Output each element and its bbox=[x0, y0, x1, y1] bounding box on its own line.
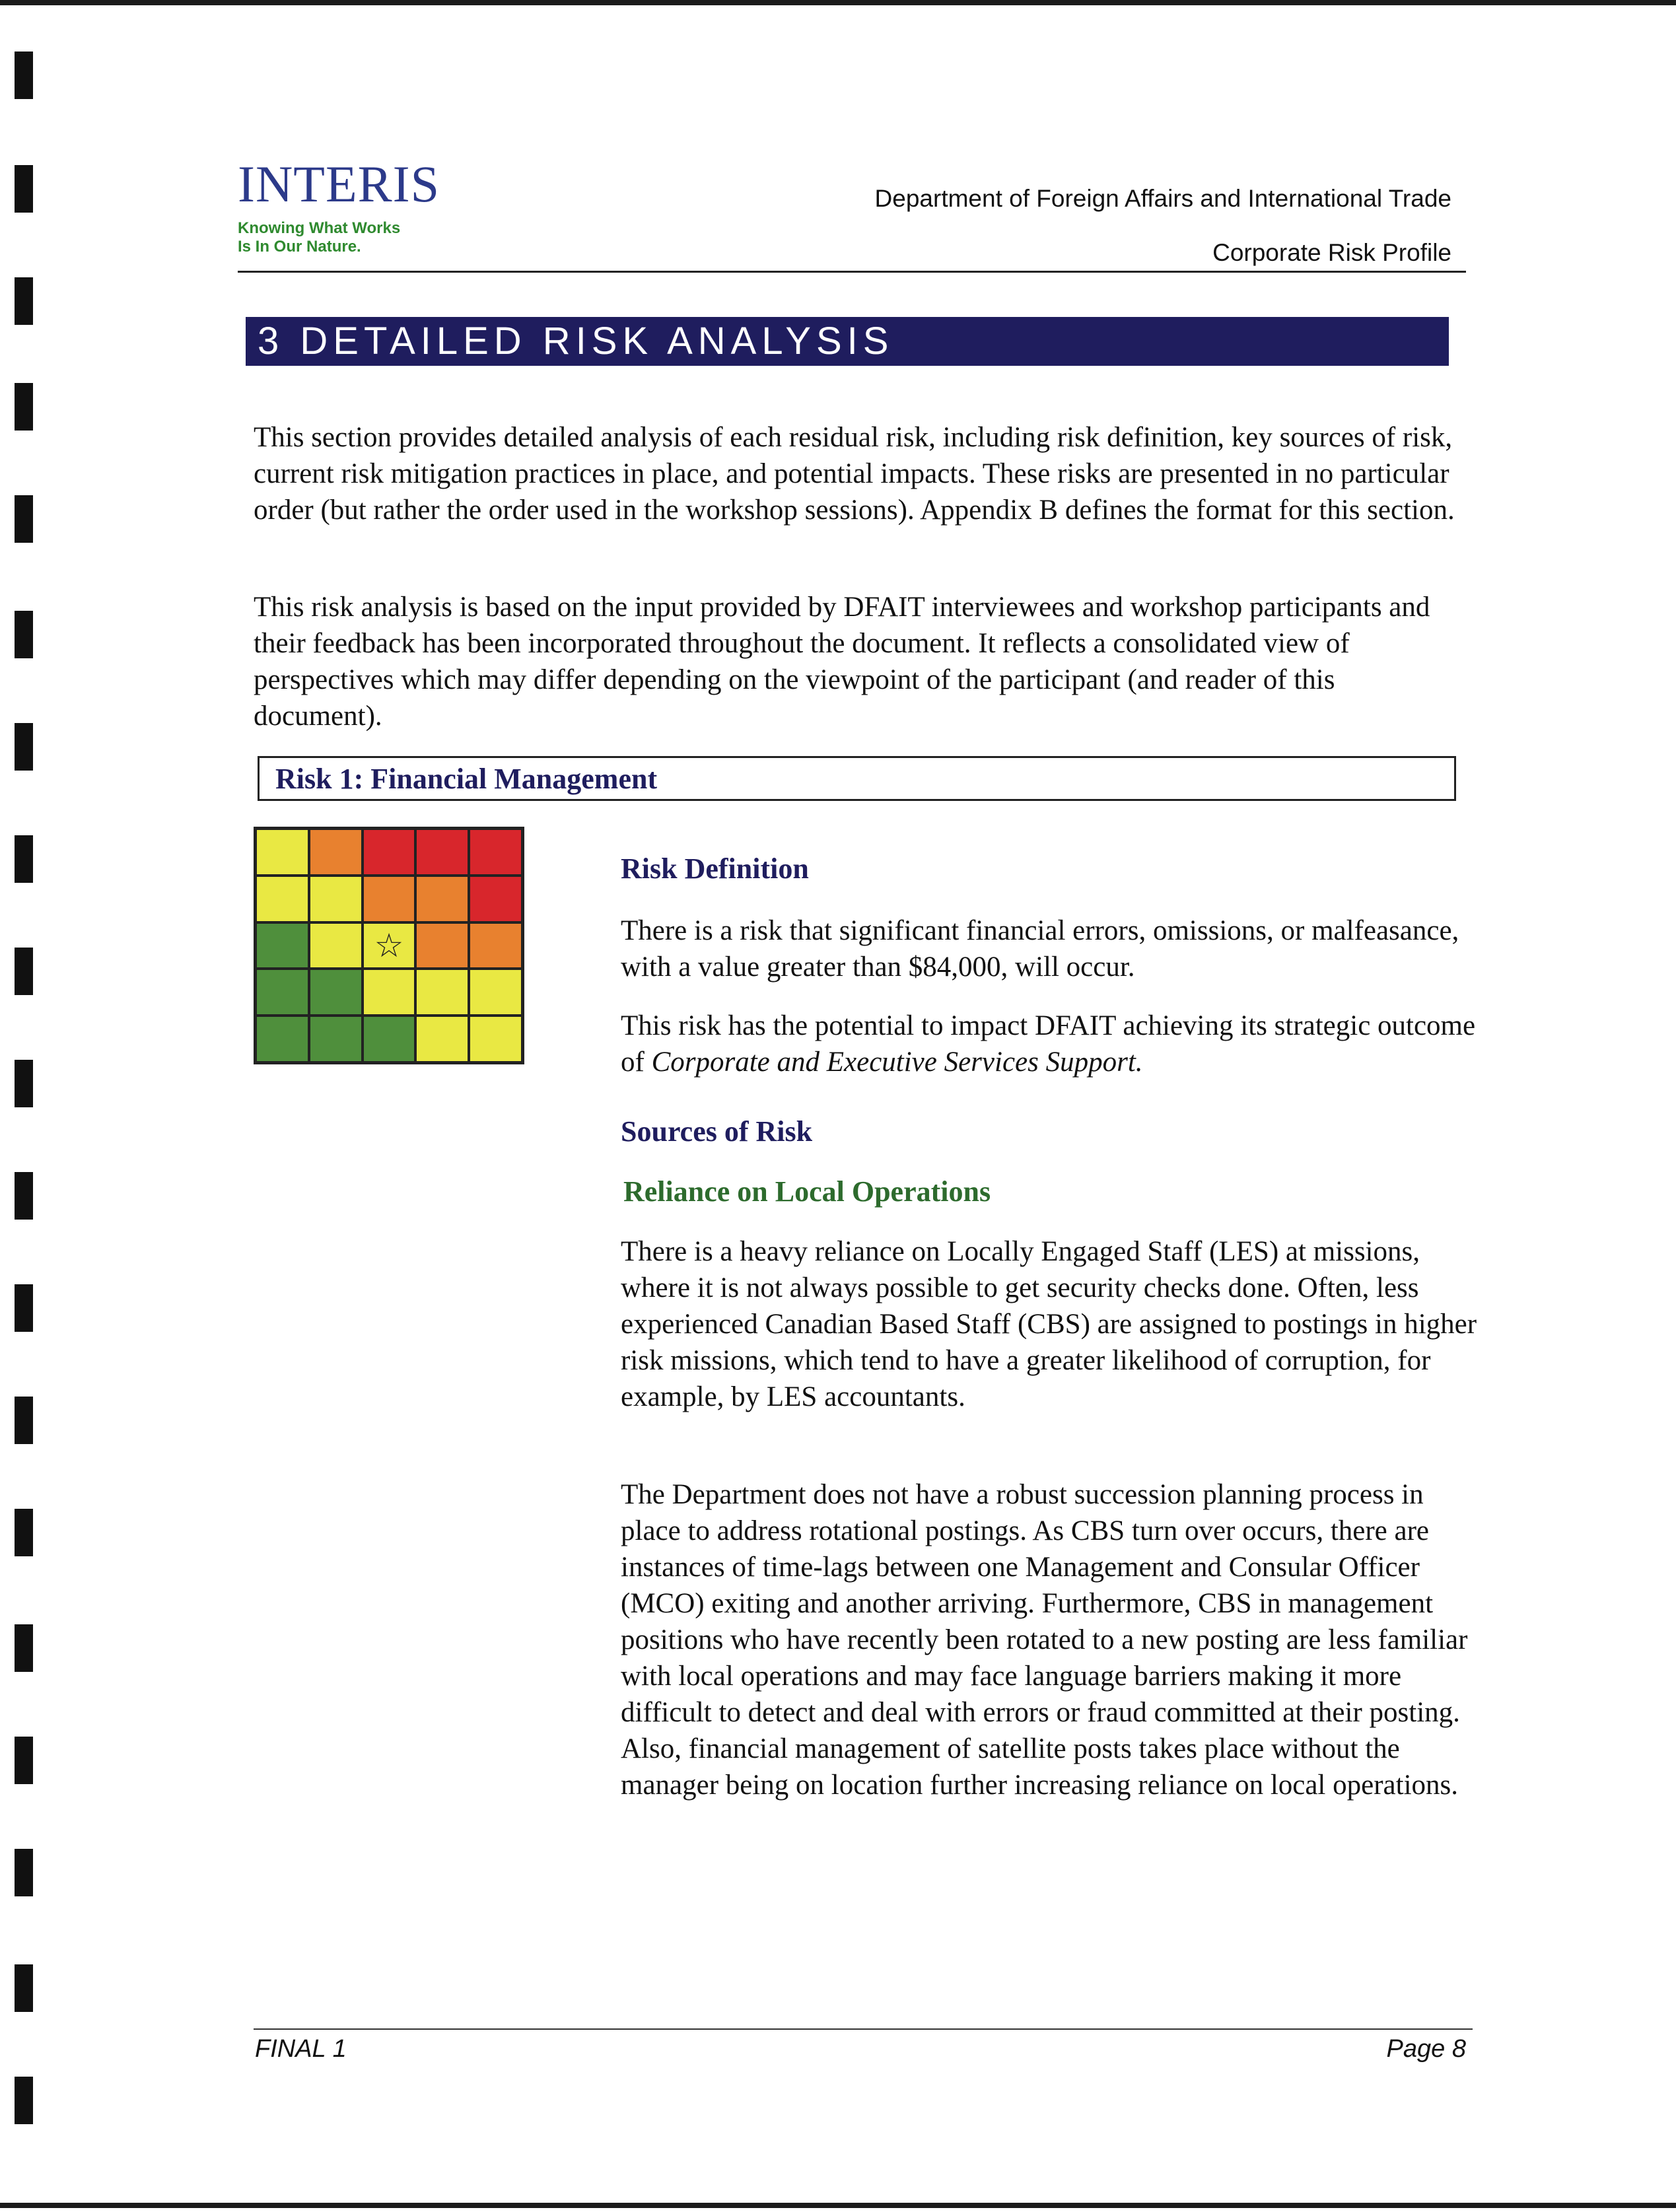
heat-map-cell bbox=[363, 876, 416, 922]
binding-hole bbox=[15, 1849, 33, 1896]
heat-map-cell bbox=[363, 969, 416, 1016]
risk-definition-text: There is a risk that significant financial errors, omissions, or malfeasance, with a value greater than $84,000, will occur. bbox=[621, 915, 1459, 983]
heat-map-cell bbox=[415, 1016, 469, 1062]
heat-map-cell bbox=[469, 876, 522, 922]
header-department: Department of Foreign Affairs and International Trade bbox=[874, 185, 1451, 212]
heat-map-cell bbox=[415, 922, 469, 969]
binding-hole bbox=[15, 1509, 33, 1556]
page-edge-bottom bbox=[0, 2203, 1676, 2208]
binding-hole bbox=[15, 383, 33, 431]
binding-hole bbox=[15, 277, 33, 325]
binding-hole bbox=[15, 1737, 33, 1784]
heat-map-cell bbox=[469, 829, 522, 876]
binding-hole bbox=[15, 1172, 33, 1220]
risk-definition-heading: Risk Definition bbox=[621, 852, 809, 885]
heat-map-cell bbox=[415, 876, 469, 922]
heat-map-cell bbox=[415, 829, 469, 876]
heat-map-cell bbox=[415, 969, 469, 1016]
footer-page-number: Page 8 bbox=[1386, 2035, 1466, 2063]
heat-map-cell bbox=[256, 1016, 309, 1062]
header-document-title: Corporate Risk Profile bbox=[1212, 239, 1451, 266]
heat-map-cell bbox=[469, 969, 522, 1016]
star-icon: ☆ bbox=[374, 926, 404, 964]
intro-paragraph-1: This section provides detailed analysis of each residual risk, including risk definition, key sources of risk, current risk mitigation practices in place, and potential impacts. These risks are presented in no particular order (but rather the order used in the workshop sessions). Appendix B defines the format for this section. bbox=[254, 422, 1455, 526]
sources-paragraph-1: There is a heavy reliance on Locally Engaged Staff (LES) at missions, where it is not always possible to get security checks done. Often, less experienced Canadian Based Staff (CBS) are assigned to postings in higher risk missions, which tend to have a greater likelihood of corruption, for example, by LES accountants. bbox=[621, 1236, 1477, 1412]
binding-hole bbox=[15, 1624, 33, 1672]
intro-paragraph-2: This risk analysis is based on the input provided by DFAIT interviewees and workshop participants and their feedback has been incorporated throughout the document. It reflects a consolidated view of perspectives which may differ depending on the viewpoint of the participant (and reader of this document). bbox=[254, 592, 1430, 732]
heat-map-cell bbox=[363, 922, 416, 969]
heat-map-cell bbox=[256, 969, 309, 1016]
binding-hole bbox=[15, 611, 33, 658]
binding-hole bbox=[15, 495, 33, 543]
sources-of-risk-heading: Sources of Risk bbox=[621, 1115, 813, 1148]
heat-map-cell bbox=[256, 922, 309, 969]
binding-hole bbox=[15, 165, 33, 213]
binding-hole bbox=[15, 1060, 33, 1107]
logo-tagline-line-1: Knowing What Works bbox=[238, 219, 401, 237]
binding-hole bbox=[15, 1964, 33, 2012]
footer-version: FINAL 1 bbox=[255, 2035, 347, 2063]
sources-paragraph-2: The Department does not have a robust succession planning process in place to address rotational postings. As CBS turn over occurs, there are instances of time-lags between one Management and Consular Officer (MCO) exiting and another arriving. Furthermore, CBS in management positions who have recently been rotated to a new posting are less familiar with local operations and may face language barriers making it more difficult to detect and deal with errors or fraud committed at their posting. Also, financial management of satellite posts takes place without the manager being on location further increasing reliance on local operations. bbox=[621, 1479, 1468, 1801]
heat-map-cell bbox=[256, 876, 309, 922]
heat-map-cell bbox=[309, 922, 363, 969]
binding-hole bbox=[15, 835, 33, 883]
risk-impact-text bbox=[621, 1008, 1479, 1080]
heat-map-cell bbox=[363, 1016, 416, 1062]
binding-hole bbox=[15, 1397, 33, 1444]
heat-map-cell bbox=[469, 1016, 522, 1062]
strategic-outcome: Corporate and Executive Services Support. bbox=[651, 1047, 1143, 1078]
heat-map-cell bbox=[363, 829, 416, 876]
logo-tagline-line-2: Is In Our Nature. bbox=[238, 238, 361, 256]
header-rule bbox=[238, 271, 1466, 273]
heat-map-cell bbox=[256, 829, 309, 876]
binding-hole bbox=[15, 52, 33, 99]
binding-hole bbox=[15, 723, 33, 771]
section-heading: 3 DETAILED RISK ANALYSIS bbox=[246, 317, 1449, 366]
binding-hole bbox=[15, 2077, 33, 2124]
heat-map-cell bbox=[309, 876, 363, 922]
risk-heat-map bbox=[254, 827, 524, 1064]
interis-logo bbox=[238, 155, 440, 256]
reliance-subheading: Reliance on Local Operations bbox=[623, 1175, 991, 1208]
risk-impact-text-prefix: This risk has the potential to impact DFAIT achieving its strategic outcome of bbox=[621, 1010, 1476, 1078]
heat-map-cell bbox=[309, 1016, 363, 1062]
heat-map-cell bbox=[469, 922, 522, 969]
binding-hole bbox=[15, 1284, 33, 1332]
logo-tagline bbox=[238, 219, 440, 256]
logo-wordmark: INTERIS bbox=[238, 155, 440, 213]
heat-map-cell bbox=[309, 969, 363, 1016]
risk-title: Risk 1: Financial Management bbox=[275, 763, 658, 795]
binding-hole bbox=[15, 948, 33, 995]
risk-title-box bbox=[258, 756, 1456, 801]
page-edge-top bbox=[0, 0, 1676, 5]
footer-rule bbox=[254, 2028, 1473, 2030]
heat-map-cell bbox=[309, 829, 363, 876]
